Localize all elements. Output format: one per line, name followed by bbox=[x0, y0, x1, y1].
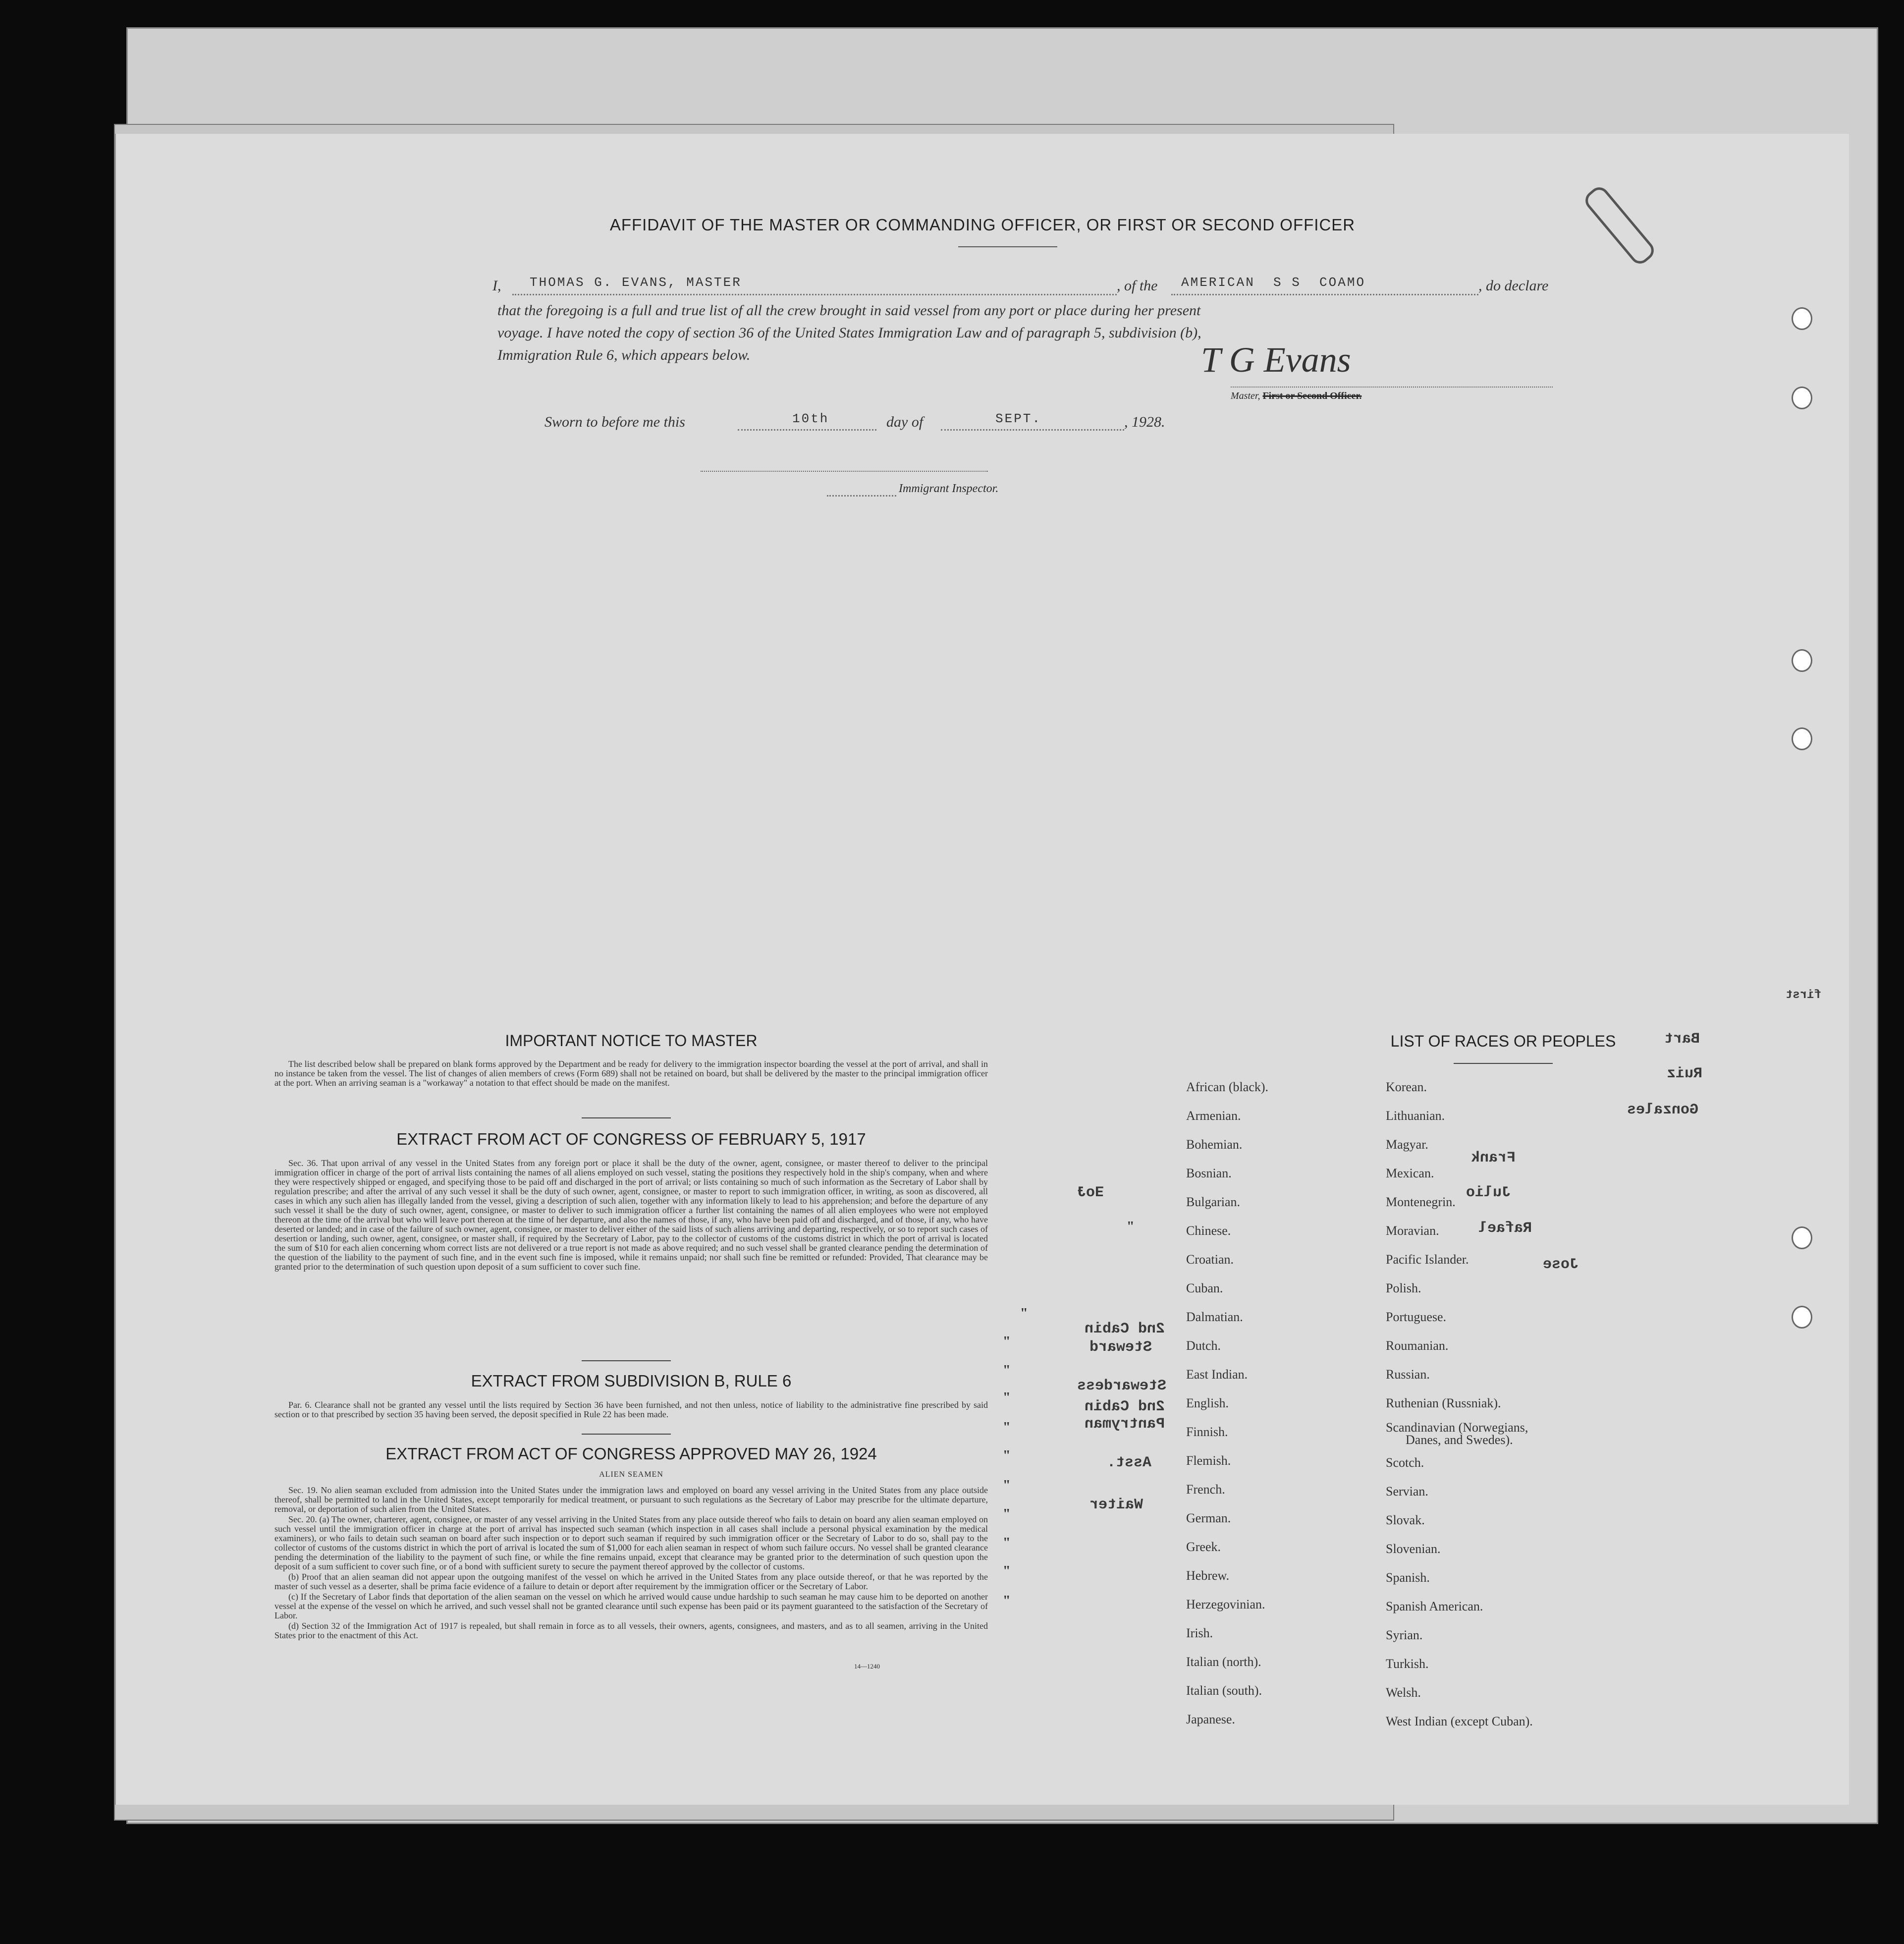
race-item: Bosnian. bbox=[1186, 1166, 1232, 1180]
races-rule bbox=[1454, 1063, 1553, 1064]
race-item: Italian (south). bbox=[1186, 1683, 1262, 1698]
extract-1917-rule bbox=[582, 1360, 671, 1361]
race-item: Turkish. bbox=[1386, 1657, 1429, 1671]
declarant-name: THOMAS G. EVANS, MASTER bbox=[530, 275, 742, 290]
race-item: German. bbox=[1186, 1511, 1231, 1525]
race-item: Montenegrin. bbox=[1386, 1195, 1456, 1209]
race-item: Flemish. bbox=[1186, 1453, 1231, 1468]
ditto-mark: " bbox=[1003, 1448, 1011, 1463]
race-item: Slovenian. bbox=[1386, 1542, 1441, 1556]
ditto-mark: " bbox=[1003, 1390, 1011, 1405]
affidavit-i: I, bbox=[492, 278, 501, 294]
race-item: Japanese. bbox=[1186, 1712, 1235, 1726]
sworn-year: , 1928. bbox=[1124, 414, 1165, 430]
race-item: Portuguese. bbox=[1386, 1310, 1447, 1324]
race-item: Danes, and Swedes). bbox=[1406, 1433, 1513, 1447]
race-item: Bohemian. bbox=[1186, 1137, 1243, 1152]
signature-line bbox=[1231, 387, 1553, 388]
form-number: 14—1240 bbox=[854, 1663, 880, 1670]
bleed-through-text: Pantryman bbox=[1085, 1416, 1165, 1433]
bleed-through-text: Gonzales bbox=[1627, 1102, 1699, 1118]
bleed-through-text: 2nd Cabin bbox=[1085, 1321, 1165, 1337]
bleed-through-text: Waiter bbox=[1089, 1497, 1143, 1513]
races-right-column bbox=[1386, 1073, 1533, 1736]
inspector-label: Immigrant Inspector. bbox=[899, 482, 999, 495]
race-item: West Indian (except Cuban). bbox=[1386, 1714, 1533, 1728]
punch-hole bbox=[1792, 1306, 1812, 1329]
bleed-through-text: first bbox=[1786, 989, 1822, 1002]
punch-hole bbox=[1792, 649, 1812, 672]
race-item: Hebrew. bbox=[1186, 1568, 1230, 1583]
race-item: Cuban. bbox=[1186, 1281, 1223, 1295]
ditto-mark: " bbox=[1003, 1563, 1011, 1579]
bleed-through-text: Julio bbox=[1466, 1184, 1511, 1201]
vessel-name: AMERICAN S S COAMO bbox=[1181, 275, 1366, 290]
race-item: Slovak. bbox=[1386, 1513, 1425, 1527]
inspector-signature-line bbox=[701, 471, 988, 472]
ditto-mark: " bbox=[1127, 1219, 1135, 1234]
extract-rule6-rule bbox=[582, 1434, 671, 1435]
race-item: East Indian. bbox=[1186, 1367, 1248, 1382]
race-item: Herzegovinian. bbox=[1186, 1597, 1265, 1611]
race-item: Dalmatian. bbox=[1186, 1310, 1243, 1324]
race-item: Syrian. bbox=[1386, 1628, 1423, 1642]
sworn-day: 10th bbox=[792, 411, 829, 426]
race-item: Roumanian. bbox=[1386, 1338, 1449, 1353]
affidavit-title: AFFIDAVIT OF THE MASTER OR COMMANDING OFFICER, OR FIRST OR SECOND OFFICER bbox=[609, 216, 1356, 234]
declarant-line bbox=[512, 275, 1117, 295]
do-declare-label: , do declare bbox=[1478, 278, 1549, 294]
punch-hole bbox=[1792, 387, 1812, 409]
race-item: Lithuanian. bbox=[1386, 1109, 1445, 1123]
races-left-column bbox=[1186, 1073, 1268, 1734]
race-item: Pacific Islander. bbox=[1386, 1252, 1469, 1267]
vessel-line bbox=[1171, 275, 1478, 295]
sworn-month-line bbox=[941, 411, 1124, 431]
notice-rule bbox=[582, 1117, 671, 1118]
race-item: Italian (north). bbox=[1186, 1655, 1261, 1669]
race-item: Finnish. bbox=[1186, 1425, 1228, 1439]
race-item: Welsh. bbox=[1386, 1685, 1421, 1700]
inspector-dotline bbox=[827, 483, 896, 497]
notice-body bbox=[274, 1059, 988, 1089]
race-item: Scotch. bbox=[1386, 1455, 1424, 1470]
bleed-through-text: Rafael bbox=[1478, 1220, 1532, 1237]
of-the-label: , of the bbox=[1117, 278, 1158, 294]
race-item: Korean. bbox=[1386, 1080, 1427, 1094]
ditto-mark: " bbox=[1003, 1334, 1011, 1349]
day-of-label: day of bbox=[886, 414, 924, 430]
sworn-month: SEPT. bbox=[995, 411, 1042, 426]
bleed-through-text: ƎoɈ bbox=[1077, 1184, 1104, 1201]
sec20a-paragraph: Sec. 20. (a) The owner, charterer, agent, consignee, or master of any vessel arriving in the United States from any place outside thereof who fails to detain on board any alien seaman employed on such vessel until the immigration officer in charge at the port of arrival has inspected such seaman (which inspection in all cases shall include a personal physical examination by the medical examiners), or who fails to detain such seaman on board after such inspection or to deport such seaman if required by such immigration officer or the Secretary of Labor to do so, shall pay to the collector of customs of the customs district in which the port of arrival is located the sum of $1,000 for each alien seaman in respect of whom such failure occurs. No vessel shall be granted clearance pending the determination of the liability to the payment of such fine, or while the fine remains unpaid, except that clearance may be granted prior to the determination of such question upon the deposit of a sum sufficient to cover such fine, or of a bond with sufficient surety to secure the payment thereof approved by the collector of customs. bbox=[274, 1514, 988, 1571]
sec20c-paragraph: (c) If the Secretary of Labor finds that deportation of the alien seaman on the vessel on which he arrived would cause undue hardship to such seaman he may cause him to be deported on another vessel at the expense of the vessel on which he arrived, and such vessel shall not be granted clearance until such expense has been paid or its payment guaranteed to the satisfaction of the Secretary of Labor. bbox=[274, 1592, 988, 1620]
signature-struck: First or Second Officer. bbox=[1262, 390, 1362, 401]
race-item: Magyar. bbox=[1386, 1137, 1428, 1152]
master-signature: T G Evans bbox=[1201, 340, 1351, 380]
sec36-paragraph: Sec. 36. That upon arrival of any vessel in the United States from any foreign port or place it shall be the duty of the owner, agent, consignee, or master thereof to deliver to the principal immigration officer in charge of the port of arrival lists containing the names of all aliens employed on such vessel, stating the positions they respectively hold in the ship's company, when and where they were respectively shipped or engaged, and specifying those to be paid off and discharged in the port of arrival; or lists containing so much of such information as the Secretary of Labor shall by regulation prescribe; and after the arrival of any such vessel it shall be the duty of such owner, agent, consignee, or master to report to such immigration officer, in writing, as soon as discovered, all cases in which any such alien has illegally landed from the vessel, giving a description of such alien, together with any information likely to lead to his apprehension; and before the departure of any such vessel it shall be the duty of such owner, agent, consignee, or master to deliver to such immigration officer a further list containing the names of all alien employees who were not employed thereon at the time of the arrival but who will leave port thereon at the time of her departure, and also the names of those, if any, who have been paid off and discharged, and of those, if any, who have deserted or landed; and in case of the failure of such owner, agent, consignee, or master to deliver either of the said lists of such aliens arriving and departing, respectively, or so to report such cases of desertion or landing, such owner, agent, consignee, or master shall, if required by the Secretary of Labor, pay to the collector of customs of the customs district in which the port of arrival is located the sum of $10 for each alien concerning whom correct lists are not delivered or a true report is not made as above required; and no such vessel shall be granted clearance pending the determination of the question of the liability to the payment of such fine, and in the event such fine is imposed, while it remains unpaid; nor shall such fine be remitted or refunded: Provided, That clearance may be granted prior to the determination of such question upon deposit of a sum sufficient to cover such fine. bbox=[274, 1158, 988, 1272]
bleed-through-text: 2nd Cabin bbox=[1085, 1398, 1165, 1415]
alien-seamen-subtitle: ALIEN SEAMEN bbox=[599, 1470, 663, 1479]
race-item: Chinese. bbox=[1186, 1223, 1231, 1238]
races-title: LIST OF RACES OR PEOPLES bbox=[1390, 1032, 1616, 1050]
race-item: Dutch. bbox=[1186, 1338, 1221, 1353]
extract-rule6-body bbox=[274, 1400, 988, 1420]
signature-caption bbox=[1231, 390, 1361, 402]
sec20b-paragraph: (b) Proof that an alien seaman did not appear upon the outgoing manifest of the vessel on which he arrived in the United States from any place outside thereof, or that he was reported by the master of such vessel as a deserter, shall be prima facie evidence of a failure to detain or deport after requirement by the immigration officer or the Secretary of Labor. bbox=[274, 1572, 988, 1591]
race-item: Mexican. bbox=[1386, 1166, 1434, 1180]
rule6-paragraph: Par. 6. Clearance shall not be granted any vessel until the lists required by Section 36 have been furnished, and not then unless, notice of liability to the administrative fine prescribed by said section or to that prescribed by section 35 having been served, the deposit specified in Rule 22 has been made. bbox=[274, 1400, 988, 1419]
bleed-through-text: Asst. bbox=[1107, 1454, 1152, 1471]
ditto-mark: " bbox=[1003, 1593, 1011, 1609]
statement-line-2: voyage. I have noted the copy of section 36 of the United States Immigration Law and of paragraph 5, subdivision (b), bbox=[497, 325, 1201, 341]
sworn-label: Sworn to before me this bbox=[544, 414, 685, 430]
ditto-mark: " bbox=[1003, 1506, 1011, 1522]
race-item: Spanish American. bbox=[1386, 1599, 1483, 1613]
statement-line-3: Immigration Rule 6, which appears below. bbox=[497, 347, 751, 363]
punch-hole bbox=[1792, 727, 1812, 750]
bleed-through-text: Stewardess bbox=[1077, 1378, 1167, 1394]
signature-caption-master: Master, bbox=[1231, 390, 1260, 401]
ditto-mark: " bbox=[1003, 1535, 1011, 1551]
race-item: Polish. bbox=[1386, 1281, 1421, 1295]
notice-title: IMPORTANT NOTICE TO MASTER bbox=[505, 1032, 758, 1050]
bleed-through-text: Bart bbox=[1664, 1031, 1700, 1048]
title-rule bbox=[958, 246, 1057, 247]
race-item: English. bbox=[1186, 1396, 1229, 1410]
statement-line-1: that the foregoing is a full and true list of all the crew brought in said vessel from any port or place during her present bbox=[497, 302, 1201, 319]
race-item: Irish. bbox=[1186, 1626, 1213, 1640]
race-item: Greek. bbox=[1186, 1540, 1221, 1554]
race-item: Croatian. bbox=[1186, 1252, 1234, 1267]
punch-hole bbox=[1792, 1226, 1812, 1249]
race-item: French. bbox=[1186, 1482, 1225, 1497]
punch-hole bbox=[1792, 307, 1812, 330]
race-item: Spanish. bbox=[1386, 1570, 1430, 1585]
bleed-through-text: Frank bbox=[1471, 1150, 1516, 1166]
manifest-page bbox=[115, 134, 1849, 1805]
extract-1924-body bbox=[274, 1486, 988, 1641]
bleed-through-text: Ruiz bbox=[1667, 1065, 1703, 1082]
bleed-through-text: Steward bbox=[1089, 1339, 1152, 1356]
sworn-day-line bbox=[738, 411, 876, 431]
race-item: Armenian. bbox=[1186, 1109, 1241, 1123]
race-item: Russian. bbox=[1386, 1367, 1430, 1382]
race-item: Scandinavian (Norwegians, bbox=[1386, 1420, 1528, 1435]
ditto-mark: " bbox=[1003, 1478, 1011, 1493]
race-item: Servian. bbox=[1386, 1484, 1428, 1499]
sec20d-paragraph: (d) Section 32 of the Immigration Act of 1917 is repealed, but shall remain in force as to all vessels, their owners, agents, consignees, and masters, and as to all seamen, arriving in the United States prior to the enactment of this Act. bbox=[274, 1621, 988, 1640]
notice-paragraph: The list described below shall be prepared on blank forms approved by the Department and be ready for delivery to the immigration inspector boarding the vessel at the port of arrival, and shall in no instance be taken from the vessel. The list of changes of alien members of crews (Form 689) shall not be retained on board, but shall be delivered by the master to the principal immigration officer at the port. When an arriving seaman is a "workaway" a notation to that effect should be made on the manifest. bbox=[274, 1059, 988, 1088]
ditto-mark: " bbox=[1003, 1420, 1011, 1435]
race-item: Ruthenian (Russniak). bbox=[1386, 1396, 1501, 1410]
race-item: Bulgarian. bbox=[1186, 1195, 1241, 1209]
extract-rule6-title: EXTRACT FROM SUBDIVISION B, RULE 6 bbox=[471, 1372, 792, 1390]
sec19-paragraph: Sec. 19. No alien seaman excluded from admission into the United States under the immigration laws and employed on board any vessel arriving in the United States from any place outside thereof, shall be permitted to land in the United States, except temporarily for medical treatment, or pursuant to such regulations as the Secretary of Labor may prescribe for the ultimate departure, removal, or deportation of such alien from the United States. bbox=[274, 1485, 988, 1514]
ditto-mark: " bbox=[1020, 1306, 1028, 1321]
extract-1924-title: EXTRACT FROM ACT OF CONGRESS APPROVED MAY 26, 1924 bbox=[385, 1444, 877, 1463]
extract-1917-body bbox=[274, 1159, 988, 1273]
race-item: Moravian. bbox=[1386, 1223, 1439, 1238]
ditto-mark: " bbox=[1003, 1363, 1011, 1378]
extract-1917-title: EXTRACT FROM ACT OF CONGRESS OF FEBRUARY 5, 1917 bbox=[396, 1130, 866, 1148]
race-item: African (black). bbox=[1186, 1080, 1269, 1094]
bleed-through-text: Jose bbox=[1543, 1256, 1579, 1273]
